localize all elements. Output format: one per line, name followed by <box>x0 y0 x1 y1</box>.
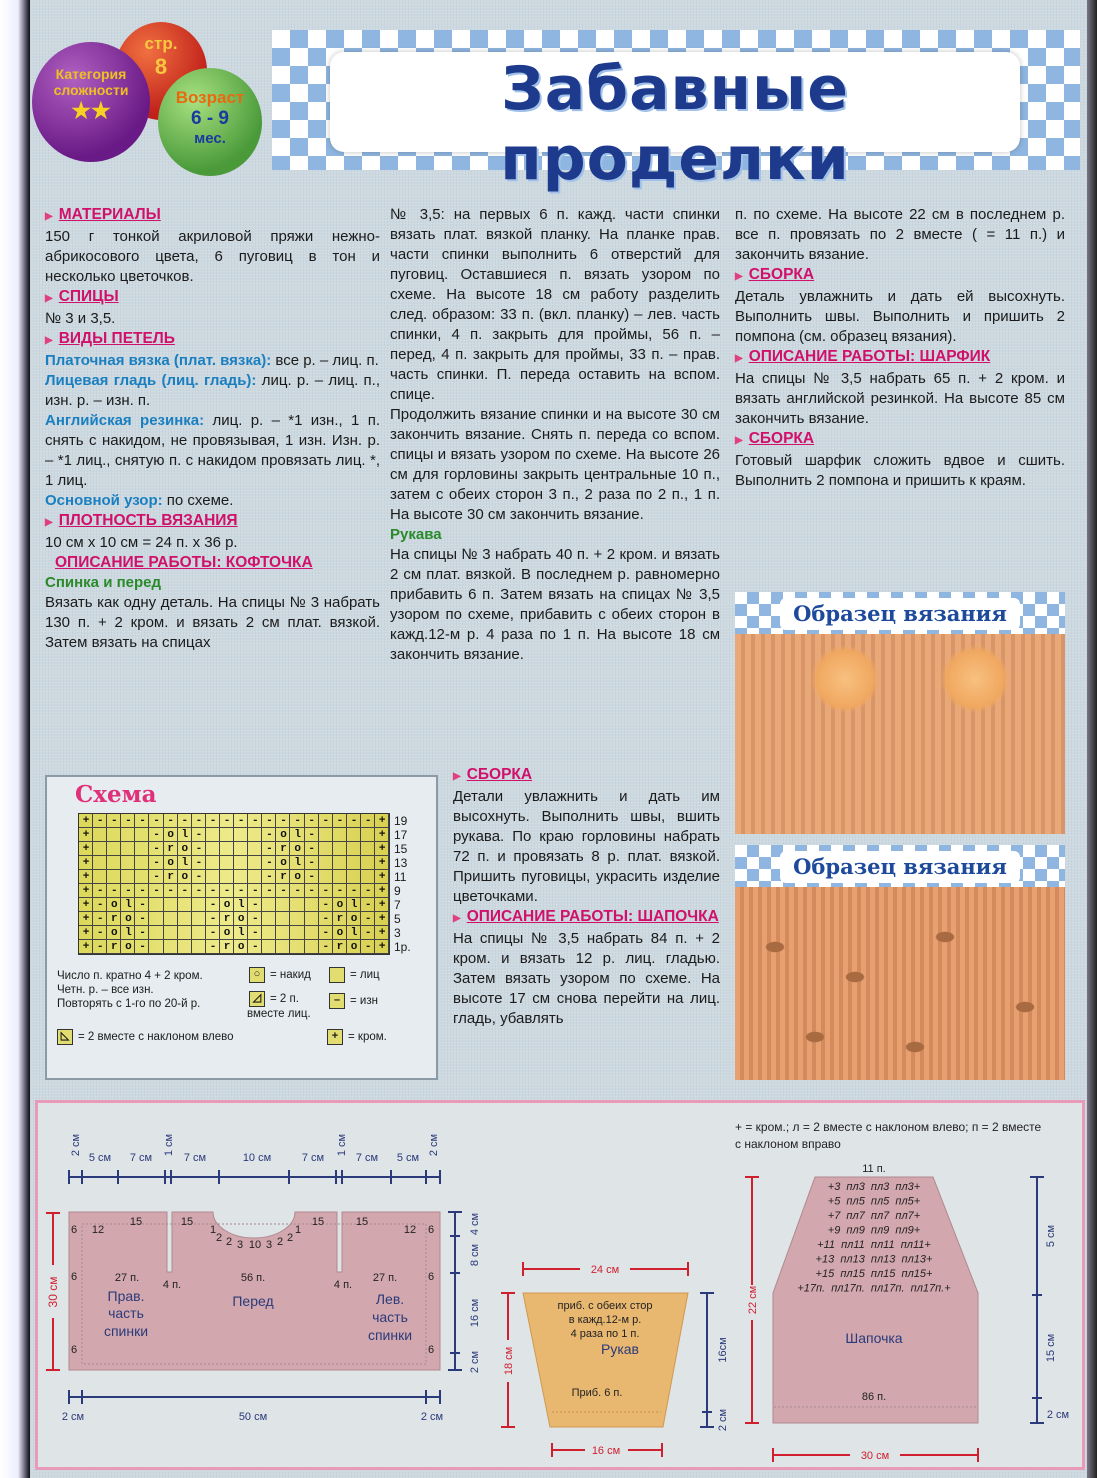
dim-label: 5 см <box>396 1152 420 1164</box>
age-label: Возраст <box>175 88 245 107</box>
chart-row: +--------------------+ <box>82 885 394 897</box>
dim-label: 50 см <box>238 1411 268 1423</box>
hat-decrease-row: +13 пл13 пл13 пл13+ <box>815 1253 933 1266</box>
legend-knit: = лиц <box>329 967 380 983</box>
stitch-count: 27 п. <box>372 1272 398 1284</box>
arrow-icon: ▶ <box>45 517 53 528</box>
stitch-item: Лицевая гладь (лиц. гладь): лиц. р. – лиц. п., изн. р. – изн. п. <box>45 372 380 409</box>
shoulder-count: 12 <box>91 1224 105 1236</box>
arrow-icon: ▶ <box>453 913 461 924</box>
dim-label: 15 см <box>1045 1333 1057 1363</box>
page-spine <box>0 0 30 1478</box>
neck-count: 3 <box>265 1239 273 1251</box>
ssk-icon: ◺ <box>57 1029 73 1045</box>
body-text: Продолжить вязание спинки и на высоте 30 см закончить вязание. Снять п. переда со вспом. спицы и вязать узором по схеме. На высоте 26 см для горловины закрыть центральные 10 п., затем с обеих сторон 3 п., 2 раза по 2 п., 1 п. На высоте 30 см закончить вязание. <box>390 406 720 523</box>
shoulder-count: 15 <box>311 1216 325 1228</box>
dim-label: 5 см <box>88 1152 112 1164</box>
dim-label: 2 см <box>469 1350 481 1374</box>
work-heading: ОПИСАНИЕ РАБОТЫ: КОФТОЧКА <box>55 554 313 571</box>
chart-row-label: 7 <box>394 898 401 912</box>
dim-label: 16см <box>717 1337 729 1363</box>
page-number: 8 <box>154 54 168 79</box>
dim-label: 22 см <box>747 1285 759 1315</box>
arrow-icon: ▶ <box>735 353 743 364</box>
body-text: № 3,5: на первых 6 п. кажд. части спинки вязать плат. вязкой планку. На планке прав. части спинки выполнить 6 отверстий для пуговиц. Оставшиеся п. вязать узором по схеме. На высоте 18 см работу разделить след. образом: 33 п. (вкл. планку) – лев. часть спинки, 4 п. закрыть для проймы, 56 п. – перед, 4 п. закрыть для проймы, 33 п. – прав. часть спинки. П. переда оставить на вспом. спице. <box>390 206 720 403</box>
scarf-text: На спицы № 3,5 набрать 65 п. + 2 кром. и вязать английской резинкой. На высоте 85 см закончить вязание. <box>735 370 1065 427</box>
dim-label: 1 см <box>163 1133 175 1157</box>
sleeve-note: 4 раза по 1 п. <box>570 1328 640 1340</box>
column-2-lower <box>453 765 720 1029</box>
chart-row: + -ro- -ro- + <box>82 871 394 883</box>
hat-bottom-count: 86 п. <box>861 1391 887 1403</box>
legend-purl: – = изн <box>329 993 378 1009</box>
right-back-label: Прав. <box>107 1288 145 1304</box>
arrow-icon: ▶ <box>45 293 53 304</box>
arrow-icon: ▶ <box>453 771 461 782</box>
stitch-chart <box>45 775 438 1080</box>
chart-row: +-ol- -ol- -ol-+ <box>82 899 394 911</box>
chart-row: +--------------------+ <box>82 815 394 827</box>
back-front-text: Вязать как одну деталь. На спицы № 3 набрать 130 п. + 2 кром. и вязать 2 см плат. вязкой. Затем вязать на спицах <box>45 594 380 651</box>
arrow-icon: ▶ <box>45 211 53 222</box>
hat-heading: ОПИСАНИЕ РАБОТЫ: ШАПОЧКА <box>466 908 719 925</box>
dim-label: 2 см <box>717 1408 729 1432</box>
chart-row-label: 11 <box>394 870 407 884</box>
hat-decrease-row: +7 пл7 пл7 пл7+ <box>827 1210 921 1222</box>
arrow-icon: ▶ <box>735 271 743 282</box>
arrow-icon: ▶ <box>735 435 743 446</box>
star-icon: ★★ <box>71 98 111 123</box>
body-diagram <box>46 1134 481 1423</box>
stitch-item: Платочная вязка (плат. вязка): все р. – лиц. п. <box>45 352 379 369</box>
knit-icon <box>329 967 345 983</box>
column-3 <box>735 205 1065 491</box>
chart-row-label: 9 <box>394 884 401 898</box>
chart-row: + -ro- -ro- + <box>82 843 394 855</box>
dim-label: 5 см <box>1045 1224 1057 1248</box>
sleeve-diagram <box>501 1262 729 1457</box>
bottom-dimension-line <box>69 1390 440 1404</box>
purl-icon: – <box>329 993 345 1009</box>
sample-photo-pattern <box>735 845 1065 1082</box>
hat-blue-dimension <box>1030 1177 1044 1423</box>
hat-decrease-row: +5 пл5 пл5 пл5+ <box>827 1195 921 1208</box>
shoulder-count: 12 <box>403 1224 417 1236</box>
stitch-count: 56 п. <box>240 1272 266 1284</box>
dim-label: 30 см <box>860 1450 890 1462</box>
edge-count: 6 <box>70 1271 78 1283</box>
hat-legend: с наклоном вправо <box>735 1137 841 1151</box>
sleeves-heading: Рукава <box>390 526 442 543</box>
right-dimension-line <box>448 1212 462 1370</box>
photo-caption: Образец вязания <box>780 598 1020 630</box>
left-back-label: спинки <box>367 1327 413 1343</box>
hat-top-count: 11 п. <box>862 1163 886 1175</box>
materials-text: 150 г тонкой акриловой пряжи нежно-абрикосового цвета, 6 пуговиц в тон и несколько цветочков. <box>45 228 380 285</box>
neck-count: 2 <box>286 1232 294 1244</box>
assembly-text: Готовый шарфик сложить вдвое и сшить. Выполнить 2 помпона и пришить к краям. <box>735 452 1065 489</box>
sleeves-text: На спицы № 3 набрать 40 п. + 2 кром. и вязать 2 см плат. вязкой. В последнем р. равномерно прибавить 6 п. Затем вязать на спицах № 3,5 узором по схеме, прибавить с обеих сторон в кажд.12-м р. 4 раза по 1 п. На высоте 18 см закончить вязание. <box>390 546 720 663</box>
dim-label: 1 см <box>336 1133 348 1157</box>
edge-count: 6 <box>70 1224 78 1236</box>
dim-label: 18 см <box>503 1346 515 1376</box>
page-label: стр. <box>144 34 178 53</box>
arrow-icon: ▶ <box>45 335 53 346</box>
dim-label: 4 см <box>469 1212 481 1236</box>
chart-row-label: 13 <box>394 856 408 870</box>
dim-label: 2 см <box>420 1411 444 1423</box>
dim-label: 7 см <box>301 1152 325 1164</box>
edge-stitch-icon: + <box>327 1029 343 1045</box>
assembly-heading: СБОРКА <box>466 766 533 783</box>
neck-count: 2 <box>276 1236 284 1248</box>
left-back-label: часть <box>372 1309 408 1325</box>
scarf-heading: ОПИСАНИЕ РАБОТЫ: ШАРФИК <box>748 348 991 365</box>
pattern-diagrams <box>35 1100 1085 1470</box>
top-dimension-line <box>69 1170 440 1184</box>
k2tog-icon: ◿ <box>249 991 265 1007</box>
back-front-heading: Спинка и перед <box>45 574 162 591</box>
legend-ssk: ◺ = 2 вместе с наклоном влево <box>57 1029 234 1045</box>
column-1 <box>45 205 380 653</box>
height-label: 30 см <box>46 1276 60 1308</box>
hat-decrease-row: +17п. пл17п. пл17п. пл17п.+ <box>797 1282 951 1295</box>
neck-count: 1 <box>294 1224 302 1236</box>
chart-row: + -ol- -ol- + <box>82 857 394 869</box>
yarn-over-icon: ○ <box>249 967 265 983</box>
dim-label: 2 см <box>61 1411 85 1423</box>
dim-label: 10 см <box>242 1152 272 1164</box>
chart-row: +-ol- -ol- -ol-+ <box>82 927 394 939</box>
chart-row-label: 1р. <box>394 940 411 954</box>
hat-decrease-row: +9 пл9 пл9 пл9+ <box>827 1224 921 1237</box>
hat-decrease-row: +15 пл15 пл15 пл15+ <box>815 1268 933 1280</box>
assembly-heading: СБОРКА <box>748 266 815 283</box>
difficulty-label: Категория сложности <box>53 66 129 98</box>
sleeve-right-dimension <box>700 1293 714 1427</box>
stitch-count: 27 п. <box>114 1272 140 1284</box>
dim-label: 7 см <box>129 1152 153 1164</box>
front-label: Перед <box>232 1293 274 1309</box>
dim-label: 7 см <box>355 1152 379 1164</box>
gauge-heading: ПЛОТНОСТЬ ВЯЗАНИЯ <box>58 512 238 529</box>
dim-label: 7 см <box>183 1152 207 1164</box>
page-edge <box>1087 0 1097 1478</box>
assembly-heading: СБОРКА <box>748 430 815 447</box>
sample-photo-pompoms <box>735 592 1065 836</box>
neck-count: 10 <box>248 1239 262 1251</box>
needles-text: № 3 и 3,5. <box>45 310 116 327</box>
legend-edge: + = кром. <box>327 1029 387 1045</box>
chart-title: Схема <box>75 781 157 808</box>
neck-count: 1 <box>209 1224 217 1236</box>
dim-label: 8 см <box>469 1243 481 1267</box>
right-back-label: спинки <box>103 1323 149 1339</box>
left-back-label: Лев. <box>375 1291 405 1307</box>
neck-count: 2 <box>225 1236 233 1248</box>
hat-label: Шапочка <box>845 1330 903 1346</box>
chart-row-label: 15 <box>394 842 408 856</box>
chart-row: + -ol- -ol- + <box>82 829 394 841</box>
page-title: Забавные проделки <box>500 54 850 194</box>
sleeve-note: в кажд.12-м р. <box>568 1314 642 1326</box>
age-unit: мес. <box>194 130 226 147</box>
chart-row-label: 5 <box>394 912 401 926</box>
hat-decrease-row: +11 пл11 пл11 пл11+ <box>817 1239 931 1251</box>
chart-row-label: 3 <box>394 926 401 940</box>
shoulder-count: 15 <box>355 1216 369 1228</box>
right-back-label: часть <box>108 1305 144 1321</box>
shoulder-count: 15 <box>180 1216 194 1228</box>
edge-count: 6 <box>427 1271 435 1283</box>
chart-row-label: 17 <box>394 828 408 842</box>
edge-count: 6 <box>427 1344 435 1356</box>
dim-label: 2 см <box>1046 1409 1070 1421</box>
dim-label: 2 см <box>428 1133 440 1157</box>
dim-label: 16 см <box>469 1298 481 1328</box>
body-text: п. по схеме. На высоте 22 см в последнем р. все п. провязать по 2 вместе ( = 11 п.) и закончить вязание. <box>735 206 1065 263</box>
gauge-text: 10 см х 10 см = 24 п. х 36 р. <box>45 534 238 551</box>
lace-pattern-image <box>735 887 1065 1080</box>
sleeve-label: Рукав <box>601 1341 639 1357</box>
dim-label: 16 см <box>591 1445 621 1457</box>
neck-count: 2 <box>215 1232 223 1244</box>
stitches-heading: ВИДЫ ПЕТЕЛЬ <box>58 330 175 347</box>
stitch-count: 4 п. <box>333 1279 353 1291</box>
chart-row: +-ro- -ro- -ro-+ <box>82 941 394 953</box>
hat-legend: + = кром.; л = 2 вместе с наклоном влево; п = 2 вместе <box>735 1120 1042 1134</box>
chart-row-label: 19 <box>394 814 408 828</box>
dim-label: 24 см <box>590 1264 620 1276</box>
sleeve-note: приб. с обеих стор <box>557 1300 653 1312</box>
hat-decrease-row: +3 пл3 пл3 пл3+ <box>827 1181 921 1193</box>
hat-diagram <box>735 1120 1069 1462</box>
materials-heading: МАТЕРИАЛЫ <box>58 206 161 223</box>
shoulder-count: 15 <box>129 1216 143 1228</box>
dim-label: 2 см <box>70 1133 82 1157</box>
edge-count: 6 <box>427 1224 435 1236</box>
stitch-item: Основной узор: по схеме. <box>45 492 234 509</box>
age-balloon <box>158 68 262 176</box>
assembly-text: Деталь увлажнить и дать ей высохнуть. Выполнить швы. Выполнить и пришить 2 помпона (см. образец вязания). <box>735 288 1065 345</box>
legend-yarn-over: ○ = накид <box>249 967 311 983</box>
pompom-hat-image <box>735 634 1065 834</box>
needles-heading: СПИЦЫ <box>58 288 119 305</box>
neck-count: 3 <box>236 1239 244 1251</box>
legend-k2tog: ◿ = 2 п. вместе лиц. <box>247 992 311 1020</box>
assembly-text: Детали увлажнить и дать им высохнуть. Выполнить швы, вшить рукава. По краю горловины набрать 72 п. и провязать 8 р. плат. вязкой. Пришить пуговицы, украсить изделие цветочками. <box>453 788 720 905</box>
edge-count: 6 <box>70 1344 78 1356</box>
stitch-count: 4 п. <box>162 1279 182 1291</box>
chart-row: +-ro- -ro- -ro-+ <box>82 913 394 925</box>
photo-caption: Образец вязания <box>780 851 1020 883</box>
difficulty-balloon <box>32 42 150 162</box>
column-2 <box>390 205 720 665</box>
stitch-item: Английская резинка: лиц. р. – *1 изн., 1 п. снять с накидом, не провязывая, 1 изн. Изн. р. – *1 лиц., снятую п. с накидом провязать лиц. *, 1 лиц. <box>45 412 380 489</box>
chart-grid-wrapper <box>78 813 394 955</box>
hat-text: На спицы № 3,5 набрать 84 п. + 2 кром. и вязать 12 р. лиц. гладью. Затем вязать узором по схеме. На высоте 17 см снова перейти на лиц. гладь, убавлять <box>453 930 720 1027</box>
age-value: 6 - 9 <box>190 108 230 129</box>
sleeve-increase: Приб. 6 п. <box>571 1387 623 1399</box>
chart-notes: Число п. кратно 4 + 2 кром. Четн. р. – все изн. Повторять с 1-го по 20-й р. <box>57 970 203 1010</box>
